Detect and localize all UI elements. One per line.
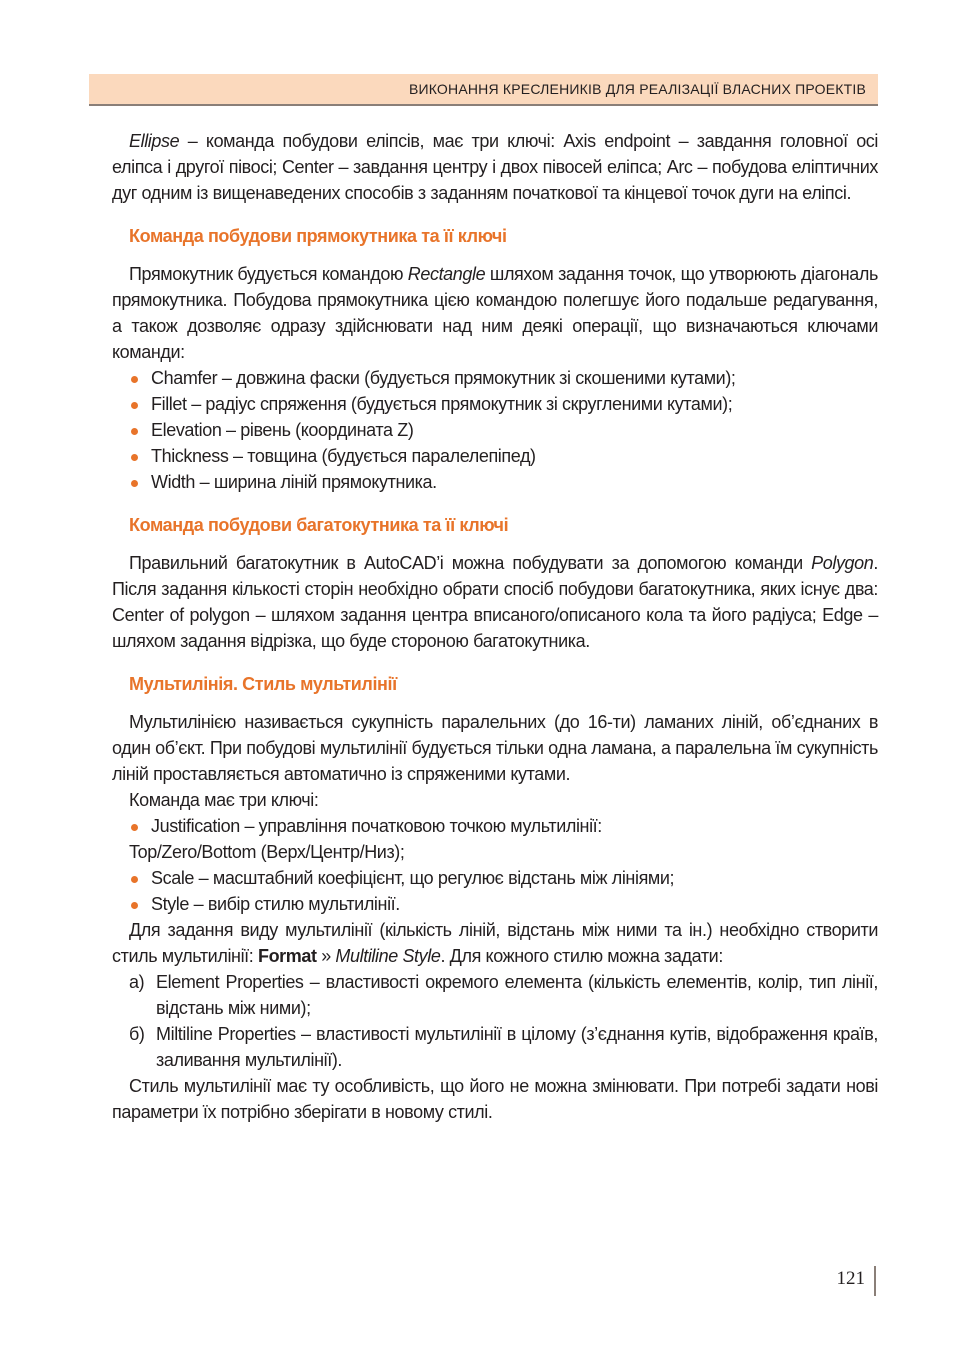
list-item: Scale – масштабний коефіцієнт, що регулює відстань між лініями; <box>129 865 878 891</box>
multiline-paragraph-2: Команда має три ключі: <box>129 790 319 810</box>
running-header <box>89 74 878 106</box>
multiline-p3-before: Для задання виду мультилінії (кількість ліній, відстань між ними та ін.) необхідно створити стиль мультилінії: <box>112 920 878 966</box>
list-marker: а) <box>129 972 145 992</box>
ellipse-text: – команда побудови еліпсів, має три ключі: Axis endpoint – завдання головної осі еліпса і другої півосі; Center – завдання центру і двох півосей еліпса; Arc – побудова еліптичних дуг одним із вищенаведених способів з заданням початкової та кінцевої точок дуги на еліпсі. <box>112 131 878 203</box>
running-header-title: ВИКОНАННЯ КРЕСЛЕНИКІВ ДЛЯ РЕАЛІЗАЦІЇ ВЛАСНИХ ПРОЕКТІВ <box>408 81 866 97</box>
list-item <box>129 1021 878 1073</box>
style-properties-list <box>112 969 878 1073</box>
multiline-options-list-1 <box>112 813 878 839</box>
rectangle-options-list <box>112 365 878 495</box>
list-item: Elevation – рівень (координата Z) <box>129 417 878 443</box>
multiline-paragraph-4: Стиль мультилінії має ту особливість, що його не можна змінювати. При потребі задати нові параметри їх потрібно зберігати в новому стилі. <box>112 1076 878 1122</box>
page-number-rule <box>874 1266 876 1296</box>
rectangle-paragraph <box>112 261 878 365</box>
list-item: Fillet – радіус спряження (будується прямокутник зі скругленими кутами); <box>129 391 878 417</box>
polygon-heading: Команда побудови багатокутника та її ключі <box>129 515 509 535</box>
rectangle-command: Rectangle <box>407 264 486 284</box>
list-marker: б) <box>129 1024 145 1044</box>
rectangle-heading: Команда побудови прямокутника та її ключі <box>129 226 507 246</box>
justification-values: Top/Zero/Bottom (Верх/Центр/Низ); <box>129 842 405 862</box>
list-item <box>129 969 878 1021</box>
polygon-paragraph <box>112 550 878 654</box>
polygon-text-before: Правильний багатокутник в AutoCAD’і можна побудувати за допомогою команди <box>129 553 812 573</box>
list-item: Justification – управління початковою точкою мультилінії: <box>129 813 878 839</box>
multiline-heading: Мультилінія. Стиль мультилінії <box>129 674 397 694</box>
ellipse-command: Ellipse <box>129 131 180 151</box>
page-content <box>112 128 878 1125</box>
list-item: Thickness – товщина (будується паралелепіпед) <box>129 443 878 469</box>
menu-format: Format <box>257 946 317 966</box>
polygon-text-after: . Після задання кількості сторін необхідно обрати спосіб побудови багатокутника, яких існує два: Center of polygon – шляхом задання центра вписаного/описаного кола та його радіуса; Edge – шляхом задання відрізка, що буде стороною багатокутника. <box>112 553 878 651</box>
list-item: Chamfer – довжина фаски (будується прямокутник зі скошеними кутами); <box>129 365 878 391</box>
multiline-paragraph-3 <box>112 917 878 969</box>
multiline-p3-after: . Для кожного стилю можна задати: <box>440 946 723 966</box>
rectangle-intro-after: шляхом задання точок, що утворюють діагональ прямокутника. Побудова прямокутника цією командою полегшує його подальше редагування, а також дозволяє одразу здійснювати над ним деякі операції, що визначаються ключами команди: <box>112 264 878 362</box>
page-number: 121 <box>836 1268 865 1289</box>
multiline-paragraph-1: Мультилінією називається сукупність паралельних (до 16-ти) ламаних ліній, об’єднаних в один об’єкт. При побудові мультилінії будується тільки одна ламана, а паралельна їм сукупність ліній проставляється автоматично із спряженими кутами. <box>112 712 878 784</box>
menu-separator: » <box>316 946 336 966</box>
list-item: Style – вибір стилю мультилінії. <box>129 891 878 917</box>
list-item: Width – ширина ліній прямокутника. <box>129 469 878 495</box>
multiline-options-list-2 <box>112 865 878 917</box>
rectangle-intro-before: Прямокутник будується командою <box>129 264 408 284</box>
polygon-command: Polygon <box>811 553 874 573</box>
ellipse-paragraph <box>112 128 878 206</box>
list-item-text: Element Properties – властивості окремого елемента (кількість елементів, колір, тип лінії, відстань між ними); <box>156 972 878 1018</box>
list-item-text: Miltiline Properties – властивості мультилінії в цілому (з’єднання кутів, відображення країв, заливання мультилінії). <box>156 1024 878 1070</box>
menu-multiline-style: Multiline Style <box>335 946 441 966</box>
